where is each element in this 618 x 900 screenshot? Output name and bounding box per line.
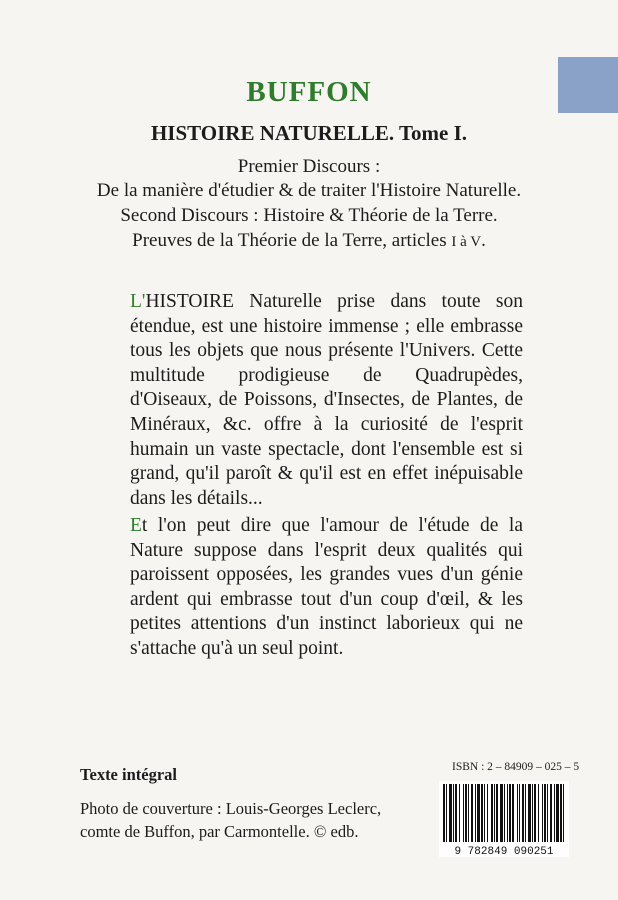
barcode-bar xyxy=(542,784,543,842)
cover-credit: Photo de couverture : Louis-Georges Leclerc, comte de Buffon, par Carmontelle. © edb. xyxy=(80,799,382,841)
barcode-bar xyxy=(477,784,480,842)
barcode-bar xyxy=(512,784,514,842)
excerpt-paragraph-2: Et l'on peut dire que l'amour de l'étude de la Nature suppose dans l'esprit deux qualités qui paroissent opposées, les grandes vues d'un génie ardent qui embrasse tout d'un coup d'œil, & les petites attentions d'un instinct laborieux qui ne s'attache qu'à un seul point. xyxy=(130,515,523,659)
barcode-bar xyxy=(532,784,533,842)
barcode-icon xyxy=(439,781,569,857)
barcode-bar xyxy=(563,784,564,842)
second-discourse-title: Second Discours : Histoire & Théorie de la Terre. xyxy=(120,205,498,226)
barcode-bar xyxy=(465,784,467,842)
excerpt-paragraph-1: L'HISTOIRE Naturelle prise dans toute son étendue, est une histoire immense ; elle embrasse tous les objets que nous présente l'Univers. Cette multitude prodigieuse de Quadrupèdes, d'Oiseaux, de Poissons, d'Insectes, de Plantes, de Minéraux, &c. offre à la curiosité de l'esprit humain un vaste spectacle, dont l'ensemble est si grand, qu'il paroît & qu'il est en effet inépuisable dans les détails... xyxy=(130,291,523,509)
barcode-bar xyxy=(522,784,524,842)
barcode-bar xyxy=(496,784,498,842)
initial-letter: E xyxy=(130,515,142,536)
barcode-bar xyxy=(507,784,508,842)
barcode-bar xyxy=(468,784,469,842)
barcode-bar xyxy=(449,784,452,842)
barcode-bar xyxy=(446,784,447,842)
barcode-bar xyxy=(538,784,539,842)
barcode-bar xyxy=(556,784,559,842)
barcode-bar xyxy=(455,784,457,842)
barcode-bar xyxy=(544,784,546,842)
initial-letter: L' xyxy=(130,291,146,312)
barcode-bar xyxy=(491,784,493,842)
barcode-bar xyxy=(517,784,518,842)
article-range: I à V xyxy=(451,234,482,250)
barcode-bar xyxy=(528,784,531,842)
barcode-bar xyxy=(504,784,505,842)
barcode-bar xyxy=(459,784,460,842)
barcode-digits: 9 782849 090251 xyxy=(454,846,554,857)
barcode xyxy=(439,781,569,857)
first-discourse-label: Premier Discours : xyxy=(237,156,381,177)
book-title: HISTOIRE NATURELLE. Tome I. xyxy=(150,121,468,145)
barcode-bar xyxy=(519,784,520,842)
barcode-bar xyxy=(453,784,454,842)
barcode-bar xyxy=(481,784,483,842)
barcode-bar xyxy=(534,784,536,842)
barcode-bar xyxy=(494,784,495,842)
isbn-number: ISBN : 2 – 84909 – 025 – 5 xyxy=(452,761,580,773)
barcode-bar xyxy=(463,784,464,842)
barcode-bar xyxy=(554,784,555,842)
barcode-bar xyxy=(500,784,503,842)
barcode-bar xyxy=(475,784,476,842)
full-text-label: Texte intégral xyxy=(80,765,177,784)
proofs-line: Preuves de la Théorie de la Terre, articles I à V. xyxy=(132,230,486,251)
barcode-bar xyxy=(487,784,488,842)
first-discourse-title: De la manière d'étudier & de traiter l'Histoire Naturelle. xyxy=(96,180,522,201)
barcode-bar xyxy=(509,784,511,842)
barcode-bar xyxy=(484,784,485,842)
author-name: BUFFON xyxy=(246,76,372,108)
barcode-bar xyxy=(550,784,552,842)
barcode-bar xyxy=(443,784,445,842)
barcode-bar xyxy=(471,784,473,842)
barcode-bar xyxy=(560,784,562,842)
barcode-bar xyxy=(525,784,526,842)
barcode-bar xyxy=(547,784,548,842)
